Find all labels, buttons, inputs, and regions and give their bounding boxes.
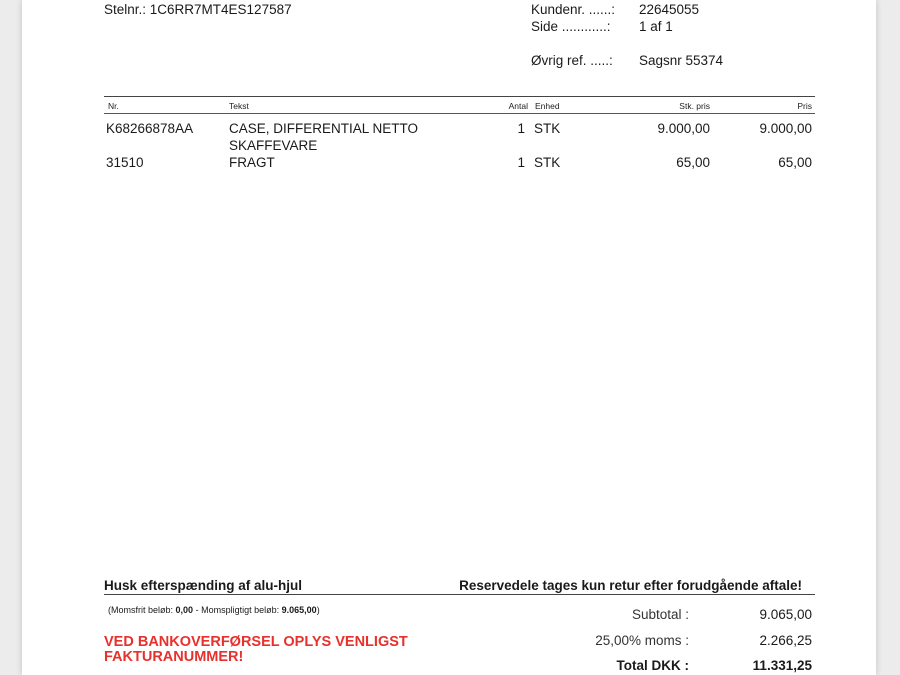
customer-number-value: 22645055 [639, 2, 700, 17]
total-value: 11.331,25 [752, 658, 812, 673]
total-label: Total DKK : [616, 658, 689, 673]
bank-transfer-warning-line2: FAKTURANUMMER! [104, 649, 244, 665]
bank-transfer-warning-line1: VED BANKOVERFØRSEL OPLYS VENLIGST [104, 634, 408, 650]
page-value: 1 af 1 [639, 19, 673, 34]
vat-liable-value: 9.065,00 [281, 605, 317, 615]
other-ref-value: Sagsnr 55374 [639, 53, 724, 68]
row-unit-price: 65,00 [676, 155, 710, 170]
table-top-rule [104, 96, 815, 97]
row-price: 65,00 [778, 155, 812, 170]
table-header-rule [104, 113, 815, 114]
row-item-number: 31510 [106, 155, 144, 170]
row-unit: STK [534, 121, 561, 136]
wheel-retighten-note: Husk efterspænding af alu-hjul [104, 578, 303, 593]
row-item-text-line2: SKAFFEVARE [229, 138, 318, 153]
vin-number: Stelnr.: 1C6RR7MT4ES127587 [104, 2, 292, 17]
row-quantity: 1 [517, 121, 525, 136]
vat-separator: - [195, 605, 199, 615]
col-header-antal: Antal [508, 101, 528, 111]
vat-label: 25,00% moms : [595, 633, 689, 648]
customer-number-label: Kundenr. ......: [531, 2, 616, 17]
col-header-nr: Nr. [108, 101, 119, 111]
row-price: 9.000,00 [759, 121, 812, 136]
vat-free-label: (Momsfrit beløb: [108, 605, 174, 615]
vat-liable-label: Momspligtigt beløb: [201, 605, 280, 615]
col-header-pris: Pris [797, 101, 812, 111]
vat-free-value: 0,00 [175, 605, 194, 615]
vat-value: 2.266,25 [759, 633, 812, 648]
vat-summary [108, 605, 320, 615]
vat-close-paren: ) [316, 605, 320, 615]
row-unit: STK [534, 155, 561, 170]
page-label: Side ............: [531, 19, 611, 34]
invoice-page [22, 0, 876, 675]
row-item-text: CASE, DIFFERENTIAL NETTO [229, 121, 419, 136]
row-quantity: 1 [517, 155, 525, 170]
row-unit-price: 9.000,00 [657, 121, 710, 136]
subtotal-value: 9.065,00 [759, 607, 812, 622]
return-policy-note: Reservedele tages kun retur efter forudgående aftale! [459, 578, 802, 593]
footer-rule [104, 594, 815, 595]
other-ref-label: Øvrig ref. .....: [531, 53, 613, 68]
subtotal-label: Subtotal : [631, 607, 689, 622]
row-item-number: K68266878AA [106, 121, 194, 136]
col-header-stk-pris: Stk. pris [679, 101, 710, 111]
col-header-enhed: Enhed [535, 101, 560, 111]
row-item-text: FRAGT [229, 155, 275, 170]
col-header-tekst: Tekst [229, 101, 249, 111]
